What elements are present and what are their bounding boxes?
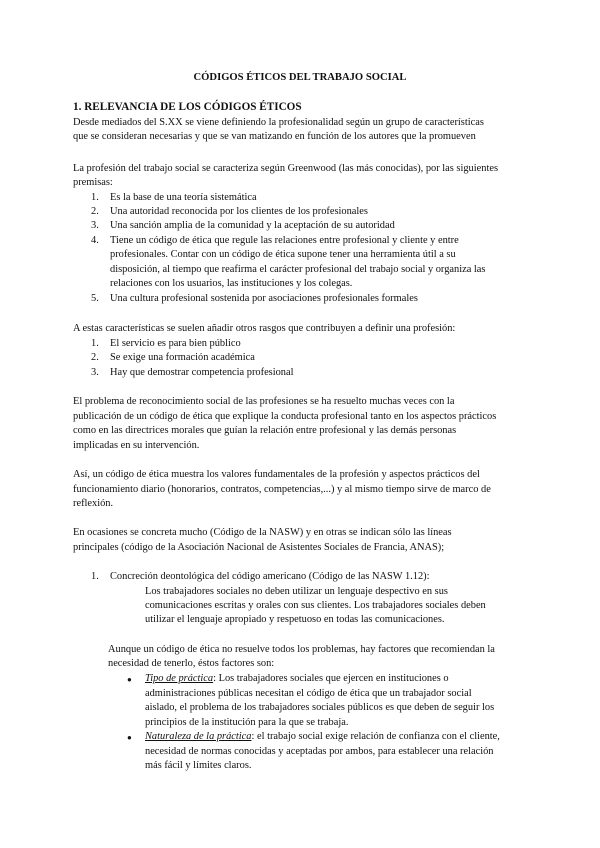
intro-line-2: que se consideran necesarias y que se van matizando en función de los autores que la promueven xyxy=(73,131,476,142)
factor-text: : Los trabajadores sociales que ejercen en instituciones o xyxy=(213,673,449,684)
list-item-continuation: profesionales. Contar con un código de ética supone tener una herramienta útil a su xyxy=(110,249,456,260)
factor-line xyxy=(145,730,500,744)
paragraph-line: Así, un código de ética muestra los valores fundamentales de la profesión y aspectos prácticos del xyxy=(73,469,480,480)
factor-line: principios de la institución para la que se trabaja. xyxy=(145,717,349,728)
list-item: Se exige una formación académica xyxy=(110,352,255,363)
factor-term: Tipo de práctica xyxy=(145,673,214,684)
list-number: 1. xyxy=(91,571,99,582)
list-number: 1. xyxy=(91,338,99,349)
factor-term: Naturaleza de la práctica xyxy=(145,731,252,742)
greenwood-line-1: La profesión del trabajo social se caracteriza según Greenwood (las más conocidas), por las siguientes xyxy=(73,163,498,174)
list-number: 1. xyxy=(91,192,99,203)
list-number: 3. xyxy=(91,220,99,231)
list-item: El servicio es para bien público xyxy=(110,338,241,349)
list-item: Una cultura profesional sostenida por asociaciones profesionales formales xyxy=(110,293,418,304)
list-number: 5. xyxy=(91,293,99,304)
list-item: Es la base de una teoría sistemática xyxy=(110,192,257,203)
list-item-continuation: relaciones con los usuarios, las instituciones y los colegas. xyxy=(110,278,353,289)
factor-line xyxy=(145,672,449,686)
paragraph-line: Aunque un código de ética no resuelve todos los problemas, hay factores que recomiendan la xyxy=(108,644,495,655)
rasgos-intro: A estas características se suelen añadir otros rasgos que contribuyen a definir una profesión: xyxy=(73,323,456,334)
paragraph-line: necesidad de tenerlo, éstos factores son: xyxy=(108,658,275,669)
factor-text: : el trabajo social exige relación de confianza con el cliente, xyxy=(251,731,500,742)
bullet-icon: ● xyxy=(127,733,132,742)
list-item: Tiene un código de ética que regule las relaciones entre profesional y cliente y entre xyxy=(110,235,459,246)
paragraph-line: implicadas en su intervención. xyxy=(73,440,200,451)
paragraph-line: reflexión. xyxy=(73,498,114,509)
list-item: Una sanción amplia de la comunidad y la aceptación de su autoridad xyxy=(110,220,395,231)
document-title: CÓDIGOS ÉTICOS DEL TRABAJO SOCIAL xyxy=(193,72,407,83)
list-item: Hay que demostrar competencia profesional xyxy=(110,367,294,378)
list-number: 2. xyxy=(91,206,99,217)
paragraph-line: El problema de reconocimiento social de las profesiones se ha resuelto muchas veces con la xyxy=(73,396,455,407)
paragraph-line: principales (código de la Asociación Nacional de Asistentes Sociales de Francia, ANAS); xyxy=(73,542,445,553)
factor-line: administraciones públicas necesitan el código de ética que un trabajador social xyxy=(145,688,472,699)
quote-line: Los trabajadores sociales no deben utilizar un lenguaje despectivo en sus xyxy=(145,586,448,597)
factor-line: más fácil y límites claros. xyxy=(145,760,252,771)
list-number: 2. xyxy=(91,352,99,363)
paragraph-line: publicación de un código de ética que explique la conducta profesional tanto en los aspectos prácticos xyxy=(73,411,497,422)
concrecion-heading: Concreción deontológica del código americano (Código de las NASW 1.12): xyxy=(110,571,430,582)
factor-line: aislado, el problema de los trabajadores sociales públicos es que deben de seguir los xyxy=(145,702,495,713)
list-item-continuation: disposición, al tiempo que reafirma el carácter profesional del trabajo social y organiza las xyxy=(110,264,486,275)
factor-line: necesidad de normas conocidas y aceptadas por ambos, para establecer una relación xyxy=(145,746,494,757)
paragraph-line: En ocasiones se concreta mucho (Código de la NASW) y en otras se indican sólo las líneas xyxy=(73,527,452,538)
greenwood-line-2: premisas: xyxy=(73,177,113,188)
bullet-icon: ● xyxy=(127,675,132,684)
list-item: Una autoridad reconocida por los clientes de los profesionales xyxy=(110,206,368,217)
list-number: 4. xyxy=(91,235,99,246)
list-number: 3. xyxy=(91,367,99,378)
paragraph-line: funcionamiento diario (honorarios, contratos, competencias,...) y al mismo tiempo sirve de marco de xyxy=(73,484,491,495)
quote-line: comunicaciones escritas y orales con sus clientes. Los trabajadores sociales deben xyxy=(145,600,486,611)
paragraph-line: como en las directrices morales que guían la relación entre profesional y las demás personas xyxy=(73,425,457,436)
quote-line: utilizar el lenguaje apropiado y respetuoso en todas las comunicaciones. xyxy=(145,614,445,625)
section-heading: 1. RELEVANCIA DE LOS CÓDIGOS ÉTICOS xyxy=(73,101,302,113)
intro-line-1: Desde mediados del S.XX se viene definiendo la profesionalidad según un grupo de características xyxy=(73,117,484,128)
